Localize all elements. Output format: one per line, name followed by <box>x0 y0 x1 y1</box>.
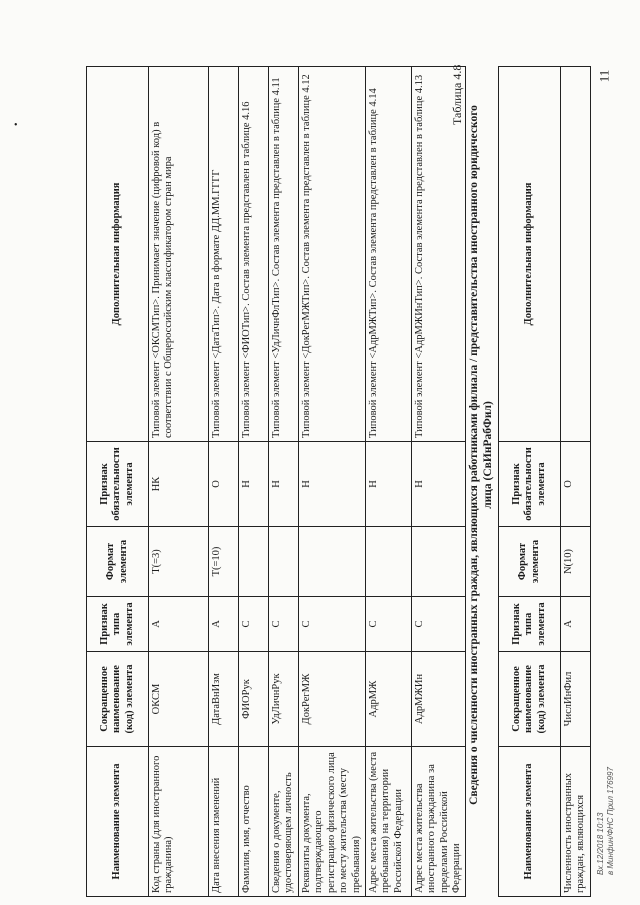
cell-info: Типовой элемент <АдрМЖИнТип>. Состав элемента представлен в таблице 4.13 <box>411 67 466 442</box>
cell-info: Типовой элемент <УдЛичнФлТип>. Состав элемента представлен в таблице 4.11 <box>269 67 299 442</box>
cell-type: А <box>149 597 209 652</box>
cell-code: ОКСМ <box>149 652 209 747</box>
table-row <box>269 67 299 897</box>
cell-format: T(=3) <box>149 527 209 597</box>
cell-required: Н <box>239 442 269 527</box>
cell-name: Адрес места жительства (места пребывания) на территории Российской Федерации <box>365 747 411 897</box>
cell-code: ДокРегМЖ <box>299 652 366 747</box>
cell-info: Типовой элемент <АдрМЖТип>. Состав элемента представлен в таблице 4.14 <box>365 67 411 442</box>
header-cell: Сокращенное наименование (код) элемента <box>87 652 149 747</box>
foreign-workers-table <box>498 66 591 897</box>
cell-name: Сведения о документе, удостоверяющем личность <box>269 747 299 897</box>
cell-type: А <box>209 597 239 652</box>
elements-table <box>86 66 466 897</box>
cell-required: О <box>561 442 591 527</box>
table-row <box>209 67 239 897</box>
header-cell: Формат элемента <box>499 527 561 597</box>
table-header-row <box>87 67 149 897</box>
cell-name: Реквизиты документа, подтверждающего регистрацию физического лица по месту жительства (месту пребывания) <box>299 747 366 897</box>
stamp-line: в Минфин/ФНС Прил 176997 <box>605 767 615 875</box>
cell-name: Фамилия, имя, отчество <box>239 747 269 897</box>
stamp-line: Вх.12/2018 10:13 <box>596 812 605 875</box>
page-number: 11 <box>596 69 612 83</box>
cell-format <box>365 527 411 597</box>
cell-type: С <box>299 597 366 652</box>
cell-format <box>299 527 366 597</box>
cell-code: АдрМЖ <box>365 652 411 747</box>
cell-type: С <box>239 597 269 652</box>
header-cell: Наименование элемента <box>499 747 561 897</box>
cell-type: С <box>411 597 466 652</box>
cell-info: Типовой элемент <ФИОТип>. Состав элемента представлен в таблице 4.16 <box>239 67 269 442</box>
cell-name: Адрес места жительства иностранного гражданина за пределами Российской Федерации <box>411 747 466 897</box>
table-label: Таблица 4.8 <box>450 64 464 125</box>
registration-stamp <box>596 767 615 875</box>
cell-info: Типовой элемент <ОКСМТип>. Принимает значение (цифровой код) в соответствии с Общероссийским классификатором стран мира <box>149 67 209 442</box>
header-cell: Формат элемента <box>87 527 149 597</box>
cell-info: Типовой элемент <ДатаТип>. Дата в формате ДД.ММ.ГГГГ <box>209 67 239 442</box>
cell-required: Н <box>411 442 466 527</box>
cell-code: АдрМЖИн <box>411 652 466 747</box>
cell-format: N(10) <box>561 527 591 597</box>
cell-required: НК <box>149 442 209 527</box>
header-cell: Признак обязательности элемента <box>87 442 149 527</box>
cell-info: Типовой элемент <ДокРегМЖТип>. Состав элемента представлен в таблице 4.12 <box>299 67 366 442</box>
cell-type: С <box>365 597 411 652</box>
cell-required: Н <box>269 442 299 527</box>
table-row <box>149 67 209 897</box>
cell-format <box>411 527 466 597</box>
cell-format <box>239 527 269 597</box>
cell-format: T(=10) <box>209 527 239 597</box>
margin-dot: • <box>14 120 18 131</box>
header-cell: Сокращенное наименование (код) элемента <box>499 652 561 747</box>
cell-type: А <box>561 597 591 652</box>
header-cell: Признак обязательности элемента <box>499 442 561 527</box>
cell-required: Н <box>299 442 366 527</box>
header-cell: Дополнительная информация <box>499 67 561 442</box>
table-row <box>365 67 411 897</box>
cell-name: Дата внесения изменений <box>209 747 239 897</box>
cell-info <box>561 67 591 442</box>
cell-code: ДатаВнИзм <box>209 652 239 747</box>
cell-name: Код страны (для иностранного гражданина) <box>149 747 209 897</box>
header-cell: Наименование элемента <box>87 747 149 897</box>
header-cell: Признак типа элемента <box>87 597 149 652</box>
table-row <box>561 67 591 897</box>
cell-type: С <box>269 597 299 652</box>
cell-code: ЧислИнФил <box>561 652 591 747</box>
cell-required: Н <box>365 442 411 527</box>
table-row <box>239 67 269 897</box>
cell-code: УдЛичнРук <box>269 652 299 747</box>
table-header-row <box>499 67 561 897</box>
table-heading: Сведения о численности иностранных граждан, являющихся работниками филиала / представительства иностранного юридического лица (СвИнРабФил) <box>468 105 494 805</box>
cell-name: Численность иностранных граждан, являющихся <box>561 747 591 897</box>
cell-required: О <box>209 442 239 527</box>
table-row <box>299 67 366 897</box>
table-row <box>411 67 466 897</box>
cell-code: ФИОРук <box>239 652 269 747</box>
cell-format <box>269 527 299 597</box>
header-cell: Признак типа элемента <box>499 597 561 652</box>
header-cell: Дополнительная информация <box>87 67 149 442</box>
